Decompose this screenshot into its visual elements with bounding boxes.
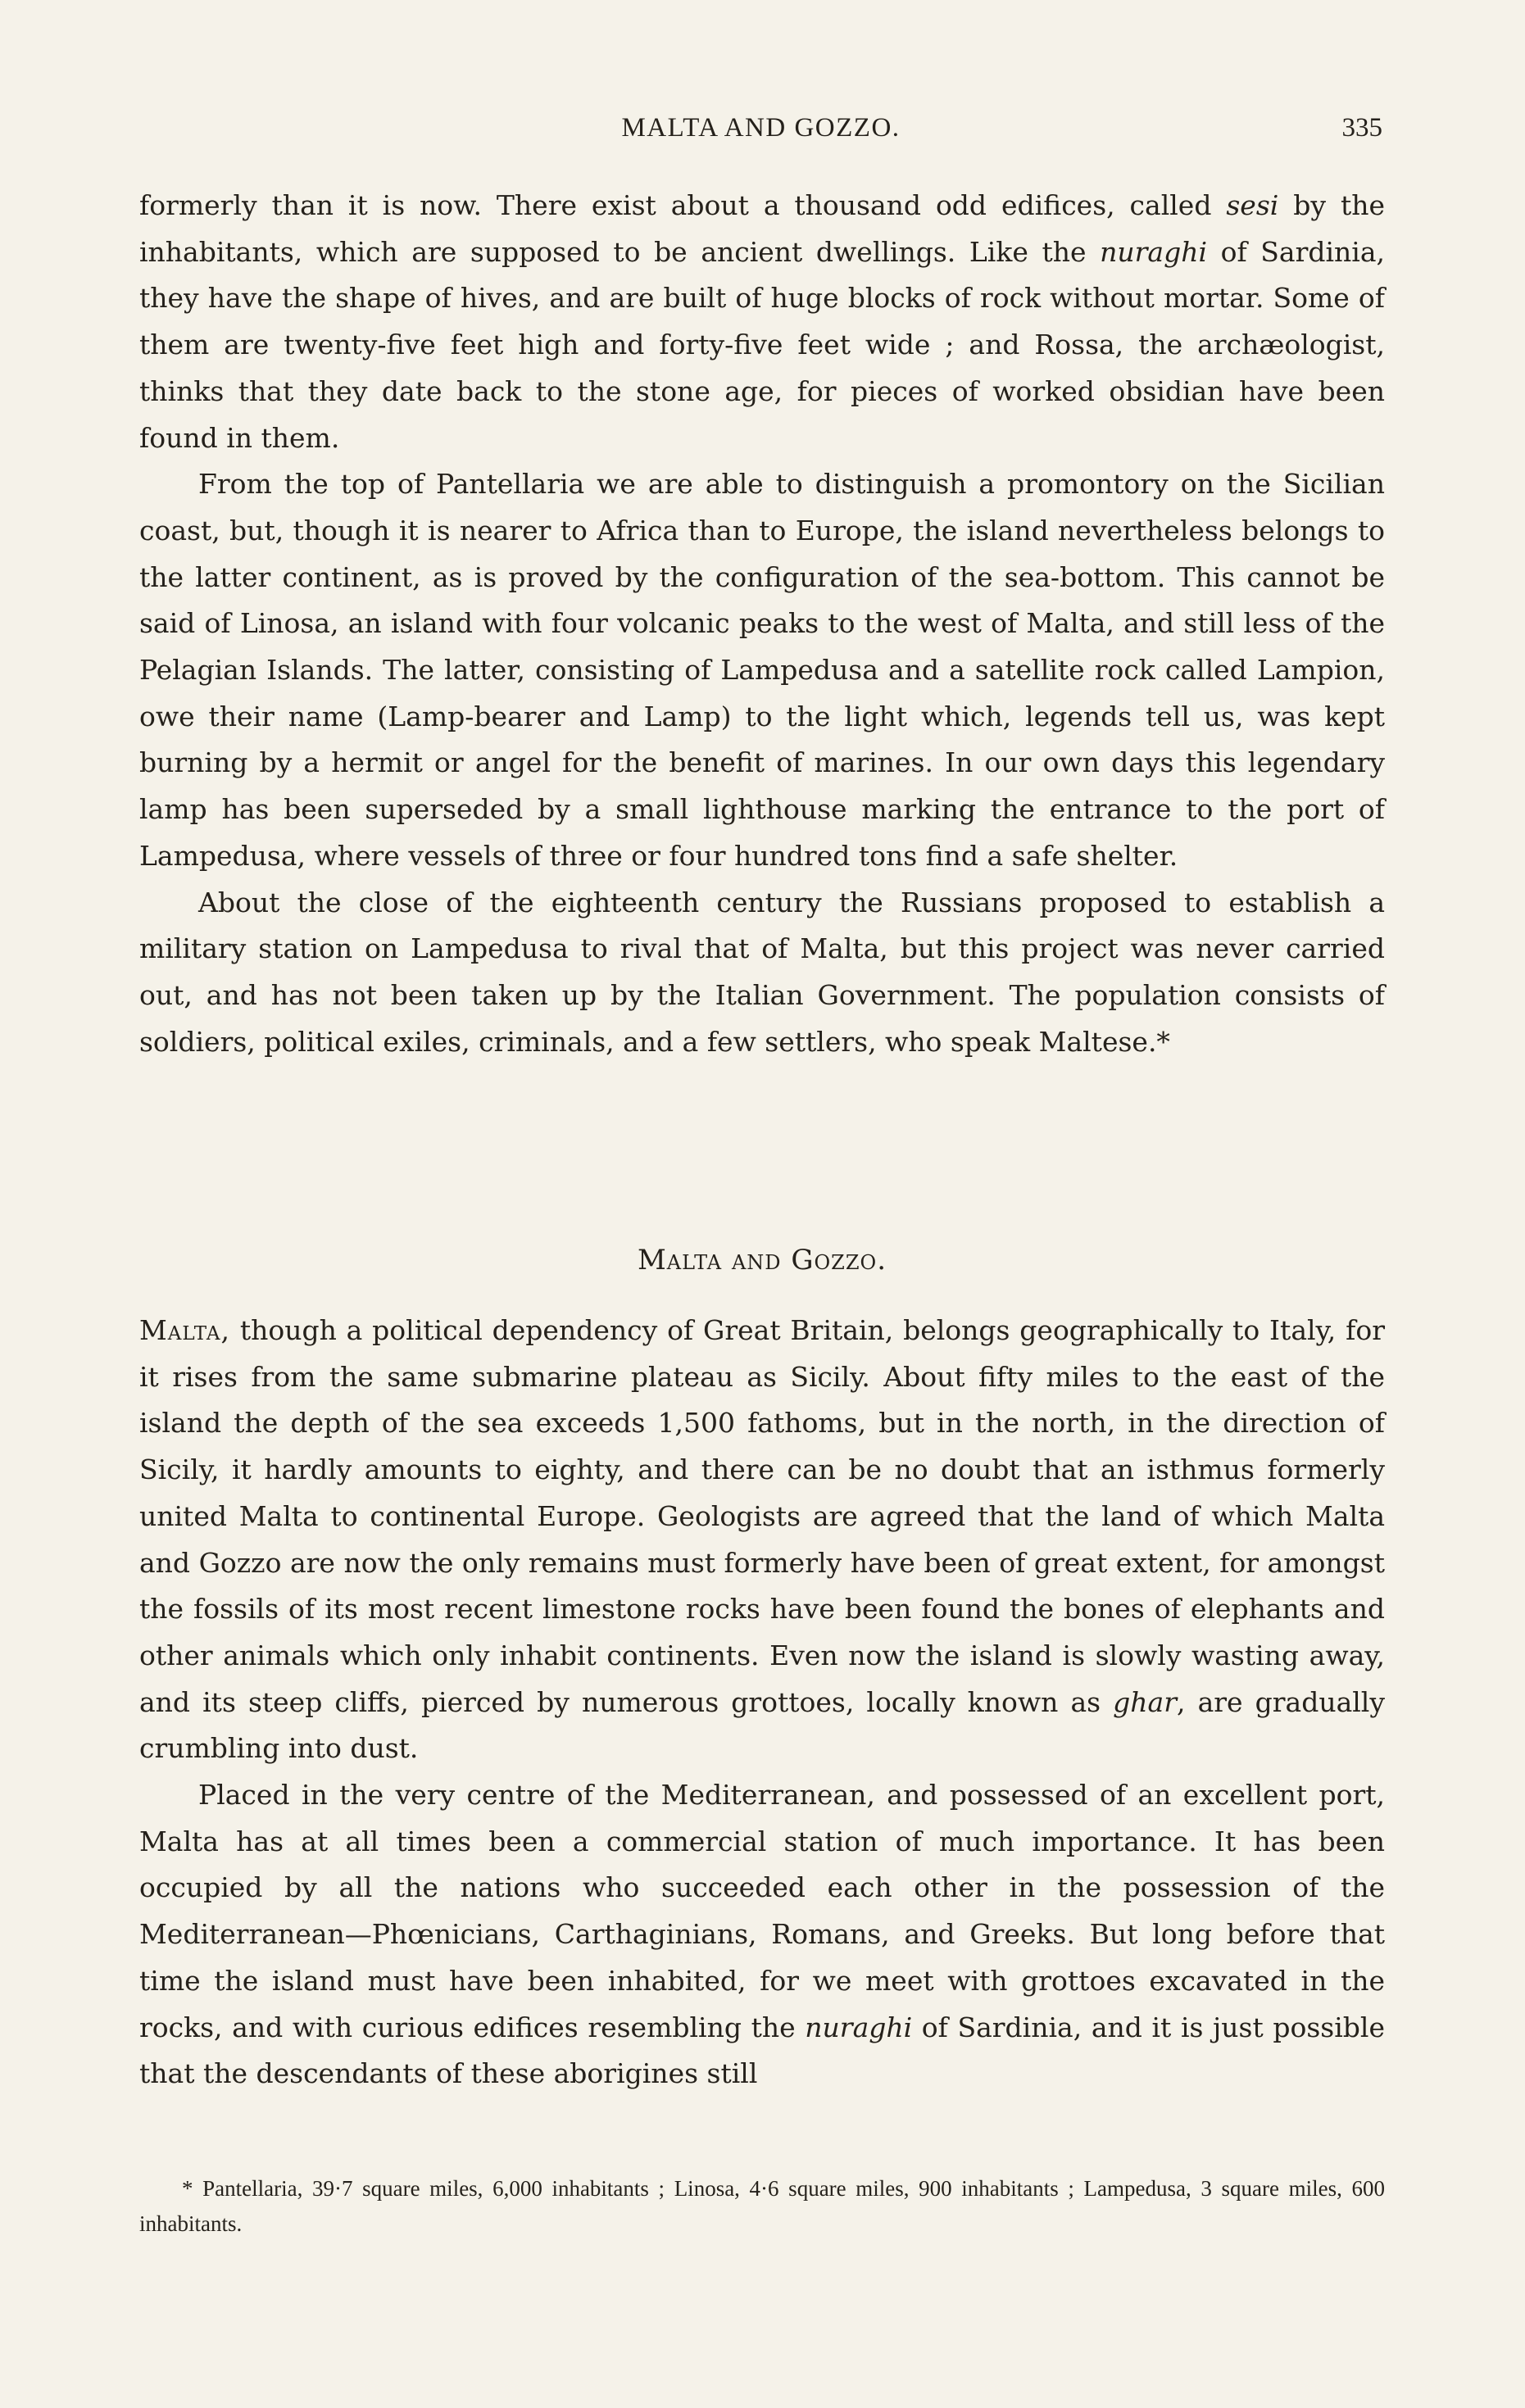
paragraph-malta-geography [139, 1308, 1385, 1772]
text-run: , are gradually crumbling into dust. [139, 1685, 1385, 1765]
text-run: of Sardinia, and it is just possible that the descendants of these aborigines still [139, 2011, 1385, 2090]
section-heading: Malta and Gozzo. [637, 1244, 887, 1277]
text-run: Placed in the very centre of the Mediterranean, and possessed of an excellent port, Malta has at all times been a commercial station of much importance. It has been occupied by all the nations who succeeded each other in the possession of the Mediterranean—Phœnicians, Carthaginians, Romans, and Greeks. But long before that time the island must have been inhabited, for we meet with grottoes excavated in the rocks, and with curious edifices resembling the [139, 1779, 1385, 2043]
page-number: 335 [1341, 113, 1382, 143]
footnote [139, 2171, 1385, 2242]
paragraph-lampedusa: About the close of the eighteenth century the Russians proposed to establish a military station on Lampedusa to rival that of Malta, but this project was never carried out, and has not been taken up by the Italian Government. The population consists of soldiers, political exiles, criminals, and a few settlers, who speak Maltese.* [139, 886, 1385, 1058]
italic-term: sesi [1226, 189, 1279, 221]
italic-term: nuraghi [1100, 235, 1208, 268]
paragraph-sesi [139, 183, 1385, 461]
running-title: MALTA AND GOZZO. [621, 113, 901, 143]
body-text-top [139, 183, 1385, 1065]
italic-term: ghar [1113, 1685, 1177, 1718]
italic-term: nuraghi [805, 2011, 913, 2043]
text-run: formerly than it is now. There exist about a thousand odd edifices, called [139, 189, 1227, 221]
text-run: by the inhabitants, which are supposed to be ancient dwellings. Like the [139, 189, 1385, 268]
footnote-text: * Pantellaria, 39·7 square miles, 6,000 inhabitants ; Linosa, 4·6 square miles, 900 inhabitants ; Lampedusa, 3 square miles, 600 inhabitants. [139, 2176, 1385, 2236]
paragraph-malta-history [139, 1772, 1385, 2097]
lead-word: Malta, [139, 1314, 230, 1346]
body-text-bottom [139, 1308, 1385, 2097]
text-run: though a political dependency of Great Britain, belongs geographically to Italy, for it rises from the same submarine plateau as Sicily. About fifty miles to the east of the island the depth of the sea exceeds 1,500 fathoms, but in the north, in the direction of Sicily, it hardly amounts to eighty, and there can be no doubt that an isthmus formerly united Malta to continental Europe. Geologists are agreed that the land of which Malta and Gozzo are now the only remains must formerly have been of great extent, for amongst the fossils of its most recent limestone rocks have been found the bones of elephants and other animals which only inhabit continents. Even now the island is slowly wasting away, and its steep cliffs, pierced by numerous grottoes, locally known as [139, 1314, 1385, 1718]
running-head [139, 113, 1382, 152]
paragraph-pantellaria: From the top of Pantellaria we are able to distinguish a promontory on the Sicilian coast, but, though it is nearer to Africa than to Europe, the island nevertheless belongs to the latter continent, as is proved by the configuration of the sea-bottom. This cannot be said of Linosa, an island with four volcanic peaks to the west of Malta, and still less of the Pelagian Islands. The latter, consisting of Lampedusa and a satellite rock called Lampion, owe their name (Lamp-bearer and Lamp) to the light which, legends tell us, was kept burning by a hermit or angel for the benefit of marines. In our own days this legendary lamp has been superseded by a small lighthouse marking the entrance to the port of Lampedusa, where vessels of three or four hundred tons find a safe shelter. [139, 468, 1385, 872]
text-run: of Sardinia, they have the shape of hives, and are built of huge blocks of rock without mortar. Some of them are twenty-five feet high and forty-five feet wide ; and Rossa, the archæologist, thinks that they date back to the stone age, for pieces of worked obsidian have been found in them. [139, 235, 1385, 454]
